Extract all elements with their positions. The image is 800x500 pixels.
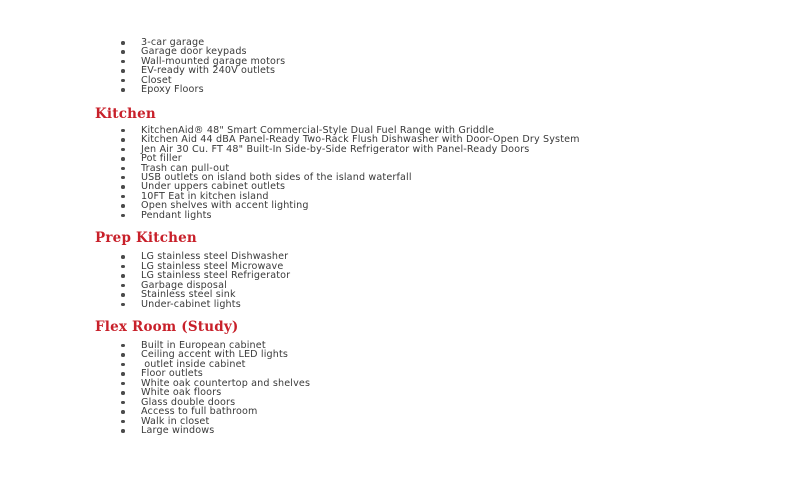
bullet-icon	[121, 303, 125, 307]
flex-room-list	[0, 341, 800, 436]
list-item-text: Garbage disposal	[141, 279, 227, 291]
list-item-text: Trash can pull-out	[141, 162, 230, 174]
list-item	[141, 85, 800, 94]
list-item	[141, 201, 800, 210]
bullet-icon	[121, 255, 125, 259]
list-item	[141, 76, 800, 85]
list-item-text: Built in European cabinet	[141, 339, 266, 351]
bullet-icon	[121, 148, 125, 152]
list-item-text: Epoxy Floors	[141, 84, 204, 96]
list-item	[141, 426, 800, 435]
bullet-icon	[121, 284, 125, 288]
list-item-text: Wall-mounted garage motors	[141, 55, 286, 67]
list-item-text: Glass double doors	[141, 396, 236, 408]
list-item-text: Pendant lights	[141, 209, 212, 221]
list-item-text: Under uppers cabinet outlets	[141, 181, 286, 193]
list-item-text: Closet	[141, 74, 172, 86]
list-item-text: Floor outlets	[141, 368, 203, 380]
list-item-text: KitchenAid® 48" Smart Commercial-Style Dual Fuel Range with Griddle	[141, 124, 495, 136]
list-item	[141, 154, 800, 163]
bullet-icon	[121, 176, 125, 180]
list-item-text: 10FT Eat in kitchen island	[141, 190, 269, 202]
bullet-icon	[121, 204, 125, 208]
list-item-text: LG stainless steel Microwave	[141, 260, 284, 272]
list-item	[141, 66, 800, 75]
list-item-text: Stainless steel sink	[141, 289, 236, 301]
bullet-icon	[121, 41, 125, 45]
list-item	[141, 417, 800, 426]
bullet-icon	[121, 391, 125, 395]
bullet-icon	[121, 344, 125, 348]
section-heading-kitchen: Kitchen	[95, 105, 156, 122]
list-item	[141, 388, 800, 397]
list-item	[141, 379, 800, 388]
list-item-text: Access to full bathroom	[141, 406, 258, 418]
list-item-text: Open shelves with accent lighting	[141, 200, 309, 212]
garage-list	[0, 38, 800, 95]
list-item-text: Under-cabinet lights	[141, 298, 241, 310]
list-item-text: Ceiling accent with LED lights	[141, 349, 289, 361]
bullet-icon	[121, 372, 125, 376]
list-item	[141, 407, 800, 416]
bullet-icon	[121, 88, 125, 92]
list-item-text: LG stainless steel Refrigerator	[141, 270, 291, 282]
bullet-icon	[121, 138, 125, 142]
bullet-icon	[121, 293, 125, 297]
list-item-text: White oak floors	[141, 387, 222, 399]
list-item-text: Large windows	[141, 425, 215, 437]
list-item-text: EV-ready with 240V outlets	[141, 65, 276, 77]
bullet-icon	[121, 363, 125, 367]
prep-kitchen-list	[0, 252, 800, 309]
bullet-icon	[121, 129, 125, 133]
bullet-icon	[121, 69, 125, 73]
bullet-icon	[121, 185, 125, 189]
kitchen-list	[0, 126, 800, 221]
list-item	[141, 211, 800, 220]
bullet-icon	[121, 50, 125, 54]
bullet-icon	[121, 353, 125, 357]
list-item	[141, 300, 800, 309]
bullet-icon	[121, 195, 125, 199]
list-item-text: Walk in closet	[141, 415, 210, 427]
list-item-text: outlet inside cabinet	[141, 358, 246, 370]
bullet-icon	[121, 410, 125, 414]
section-heading-prep-kitchen: Prep Kitchen	[95, 230, 197, 247]
bullet-icon	[121, 401, 125, 405]
bullet-icon	[121, 265, 125, 269]
bullet-icon	[121, 60, 125, 64]
bullet-icon	[121, 157, 125, 161]
list-item-text: 3-car garage	[141, 37, 205, 48]
list-item-text: Pot filler	[141, 153, 182, 165]
list-item-text: Kitchen Aid 44 dBA Panel-Ready Two-Rack Flush Dishwasher with Door-Open Dry System	[141, 134, 580, 146]
bullet-icon	[121, 382, 125, 386]
list-item	[141, 145, 800, 154]
document-page	[0, 38, 800, 436]
list-item	[141, 281, 800, 290]
list-item-text: LG stainless steel Dishwasher	[141, 251, 289, 263]
list-item	[141, 360, 800, 369]
list-item-text: White oak countertop and shelves	[141, 377, 311, 389]
list-item	[141, 271, 800, 280]
bullet-icon	[121, 274, 125, 278]
list-item-text: USB outlets on island both sides of the island waterfall	[141, 171, 412, 183]
bullet-icon	[121, 214, 125, 218]
list-item-text: Jen Air 30 Cu. FT 48" Built-In Side-by-Side Refrigerator with Panel-Ready Doors	[141, 143, 530, 155]
bullet-icon	[121, 79, 125, 83]
bullet-icon	[121, 429, 125, 433]
list-item-text: Garage door keypads	[141, 46, 247, 58]
bullet-icon	[121, 167, 125, 171]
bullet-icon	[121, 420, 125, 424]
section-heading-flex-room: Flex Room (Study)	[95, 318, 239, 335]
